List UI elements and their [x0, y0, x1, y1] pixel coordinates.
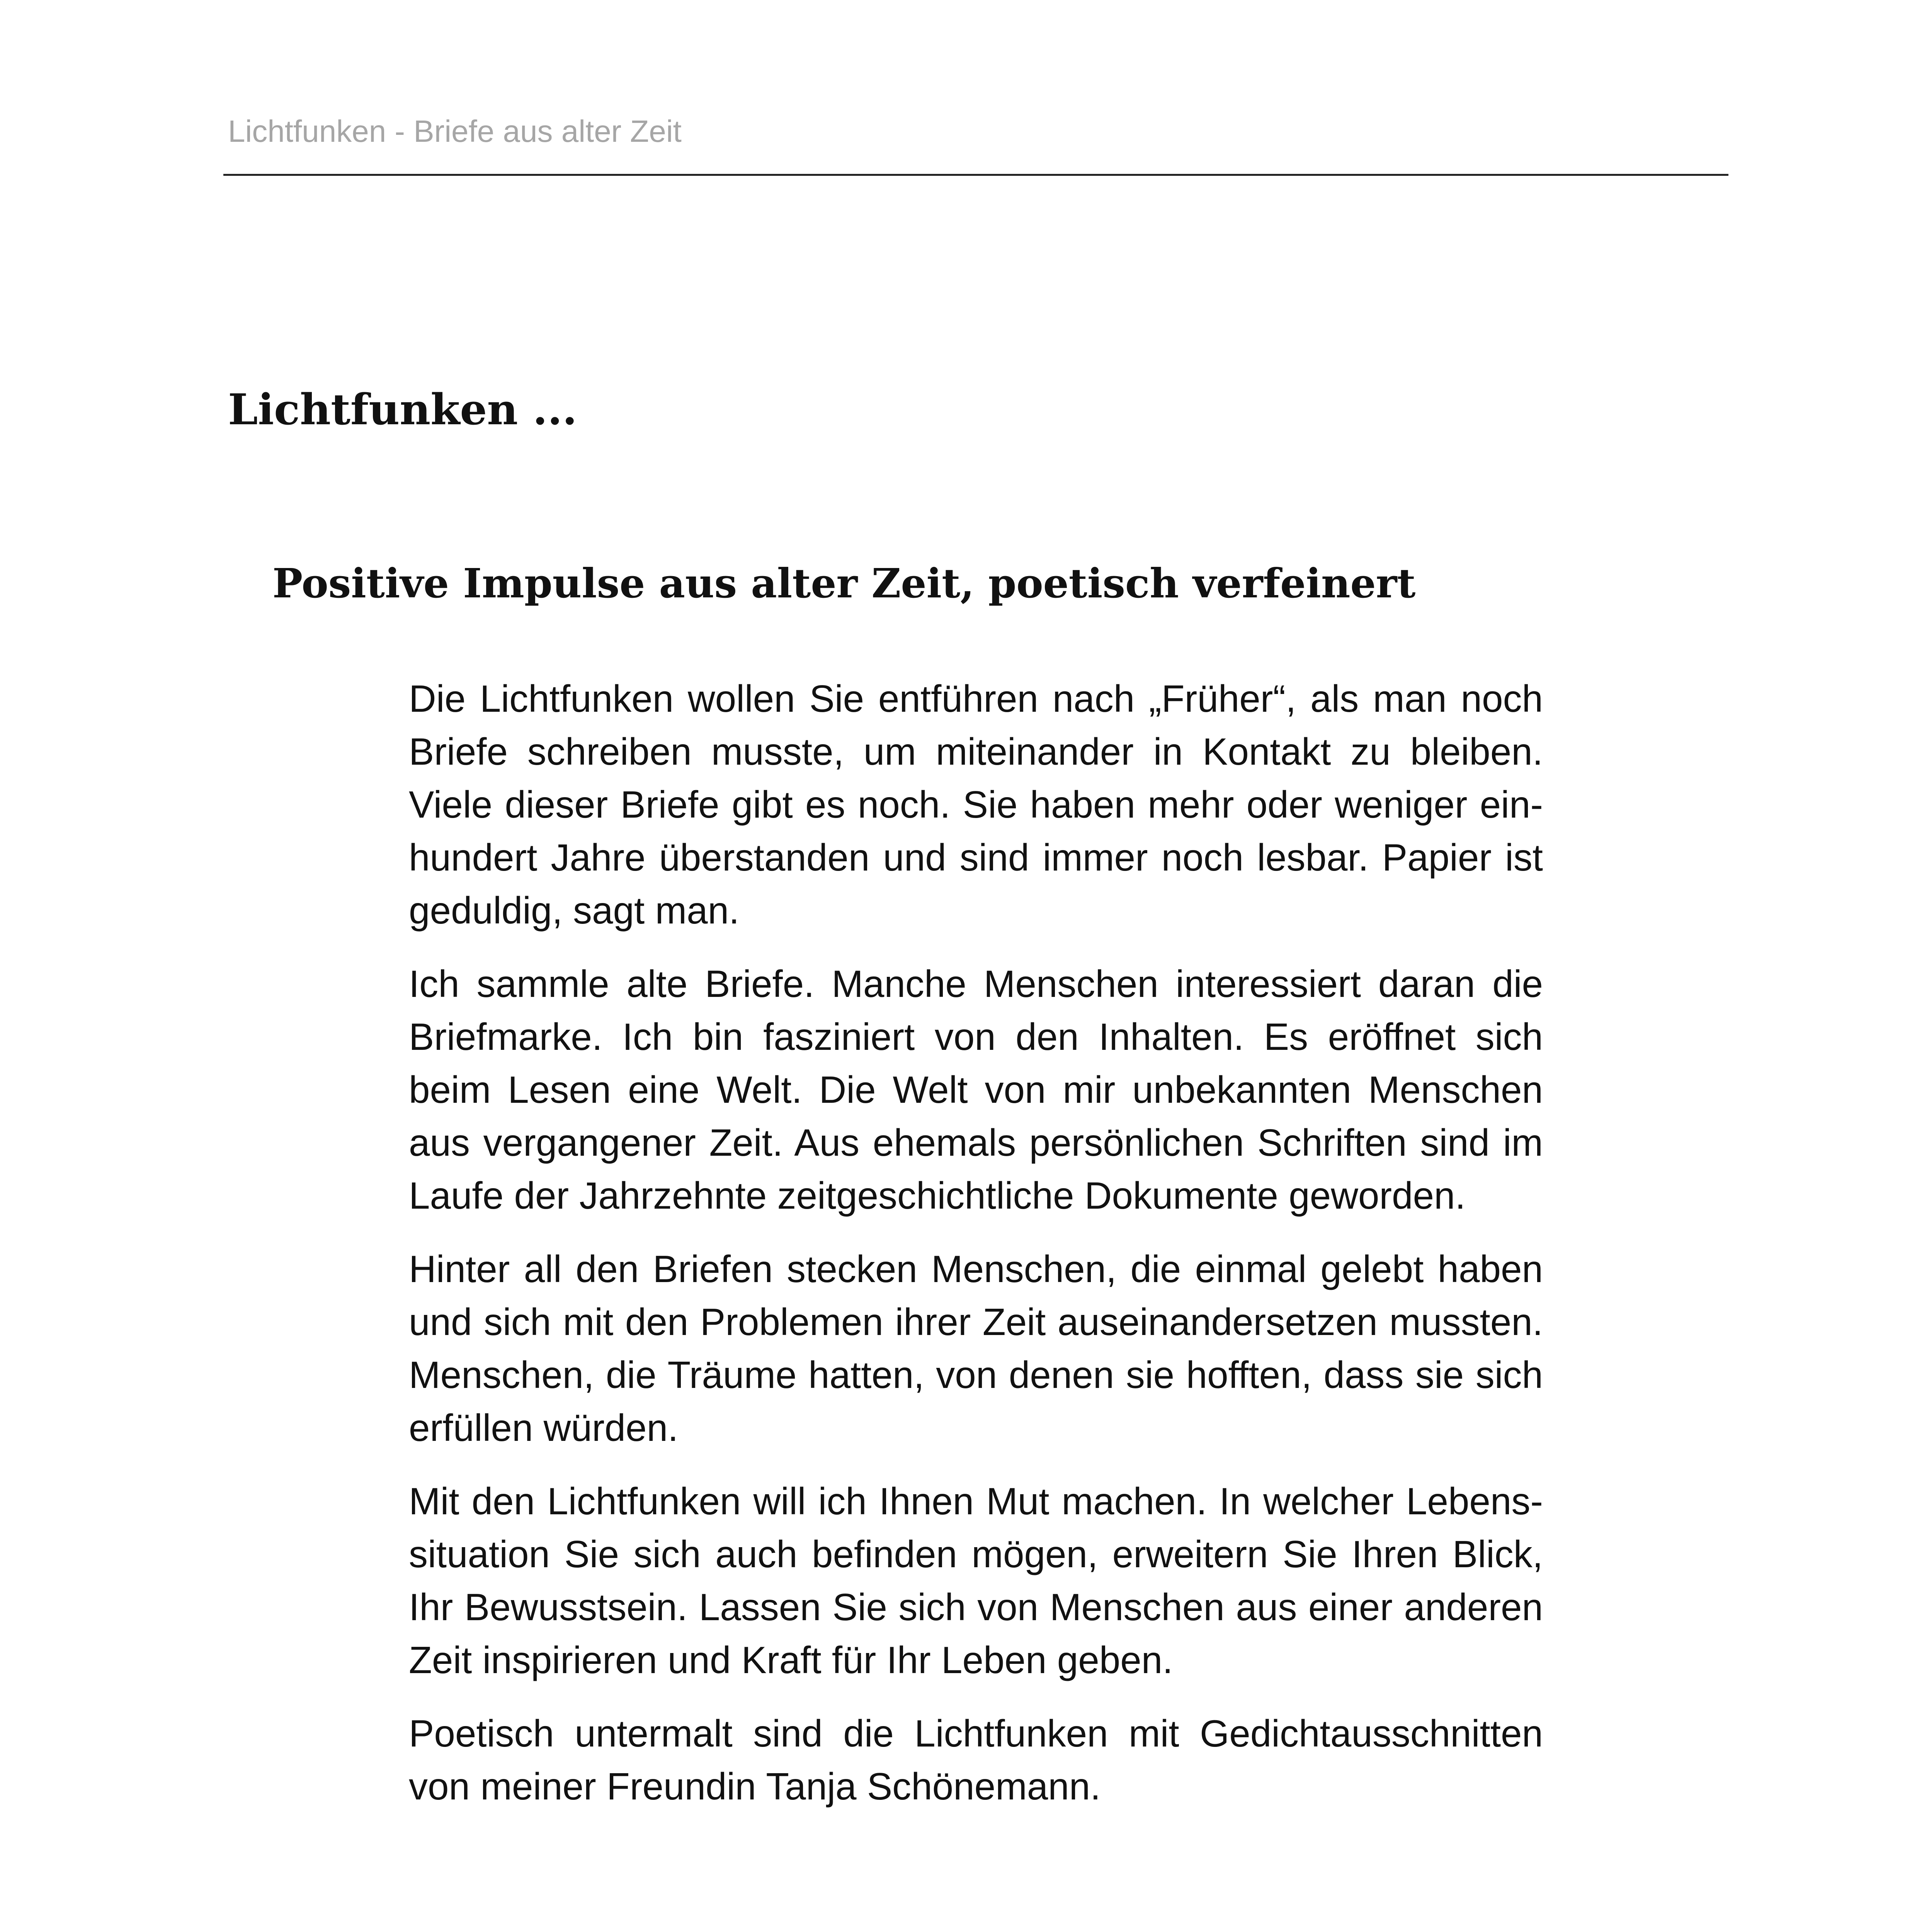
paragraph: Hinter all den Briefen stecken Menschen, die einmal gelebt haben und sich mit den Problemen ihrer Zeit auseinandersetzen mussten. Menschen, die Träume hatten, von denen sie hofften, dass sie sich erfüllen würden.: [409, 1248, 1543, 1449]
body-text: [409, 672, 1543, 1833]
paragraph: Poetisch untermalt sind die Lichtfunken mit Gedichtausschnitten von meiner Freundin Tanja Schönemann.: [409, 1712, 1543, 1808]
paragraph: Mit den Lichtfunken will ich Ihnen Mut machen. In welcher Lebenssituation Sie sich auch befinden mögen, erweitern Sie Ihren Blick, Ihr Bewusstsein. Lassen Sie sich von Menschen aus einer anderen Zeit inspirieren und Kraft für Ihr Leben geben.: [409, 1480, 1543, 1681]
chapter-title: Lichtfunken ...: [228, 384, 577, 434]
header-rule: [223, 174, 1728, 176]
paragraph: Ich sammle alte Briefe. Manche Menschen interessiert daran die Briefmarke. Ich bin fasziniert von den Inhalten. Es eröffnet sich beim Lesen eine Welt. Die Welt von mir unbekannten Menschen aus vergangener Zeit. Aus ehemals persönlichen Schriften sind im Laufe der Jahrzehnte zeitgeschichtliche Dokumente geworden.: [409, 963, 1543, 1217]
chapter-subtitle: Positive Impulse aus alter Zeit, poetisch verfeinert: [272, 560, 1416, 607]
paragraph: Die Lichtfunken wollen Sie entführen nach „Früher“, als man noch Briefe schreiben musste, um miteinander in Kontakt zu bleiben. Viele dieser Briefe gibt es noch. Sie haben mehr oder weniger einhundert Jahre überstanden und sind immer noch lesbar. Papier ist geduldig, sagt man.: [409, 677, 1543, 932]
running-header: Lichtfunken - Briefe aus alter Zeit: [228, 114, 682, 148]
